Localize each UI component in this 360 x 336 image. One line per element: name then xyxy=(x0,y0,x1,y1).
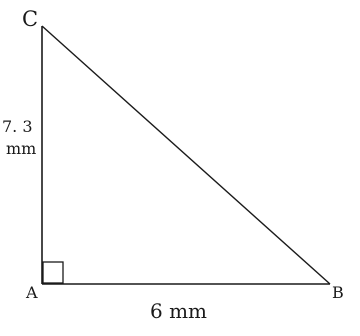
vertex-label-b: B xyxy=(332,283,344,302)
side-ac-length-value: 7. 3 xyxy=(2,117,33,136)
side-bc xyxy=(42,26,330,284)
right-angle-marker xyxy=(43,262,63,283)
vertex-label-c: C xyxy=(22,7,39,31)
vertex-label-a: A xyxy=(26,283,38,302)
side-ab-length: 6 mm xyxy=(150,299,208,323)
side-ac-length-unit: mm xyxy=(6,139,37,158)
